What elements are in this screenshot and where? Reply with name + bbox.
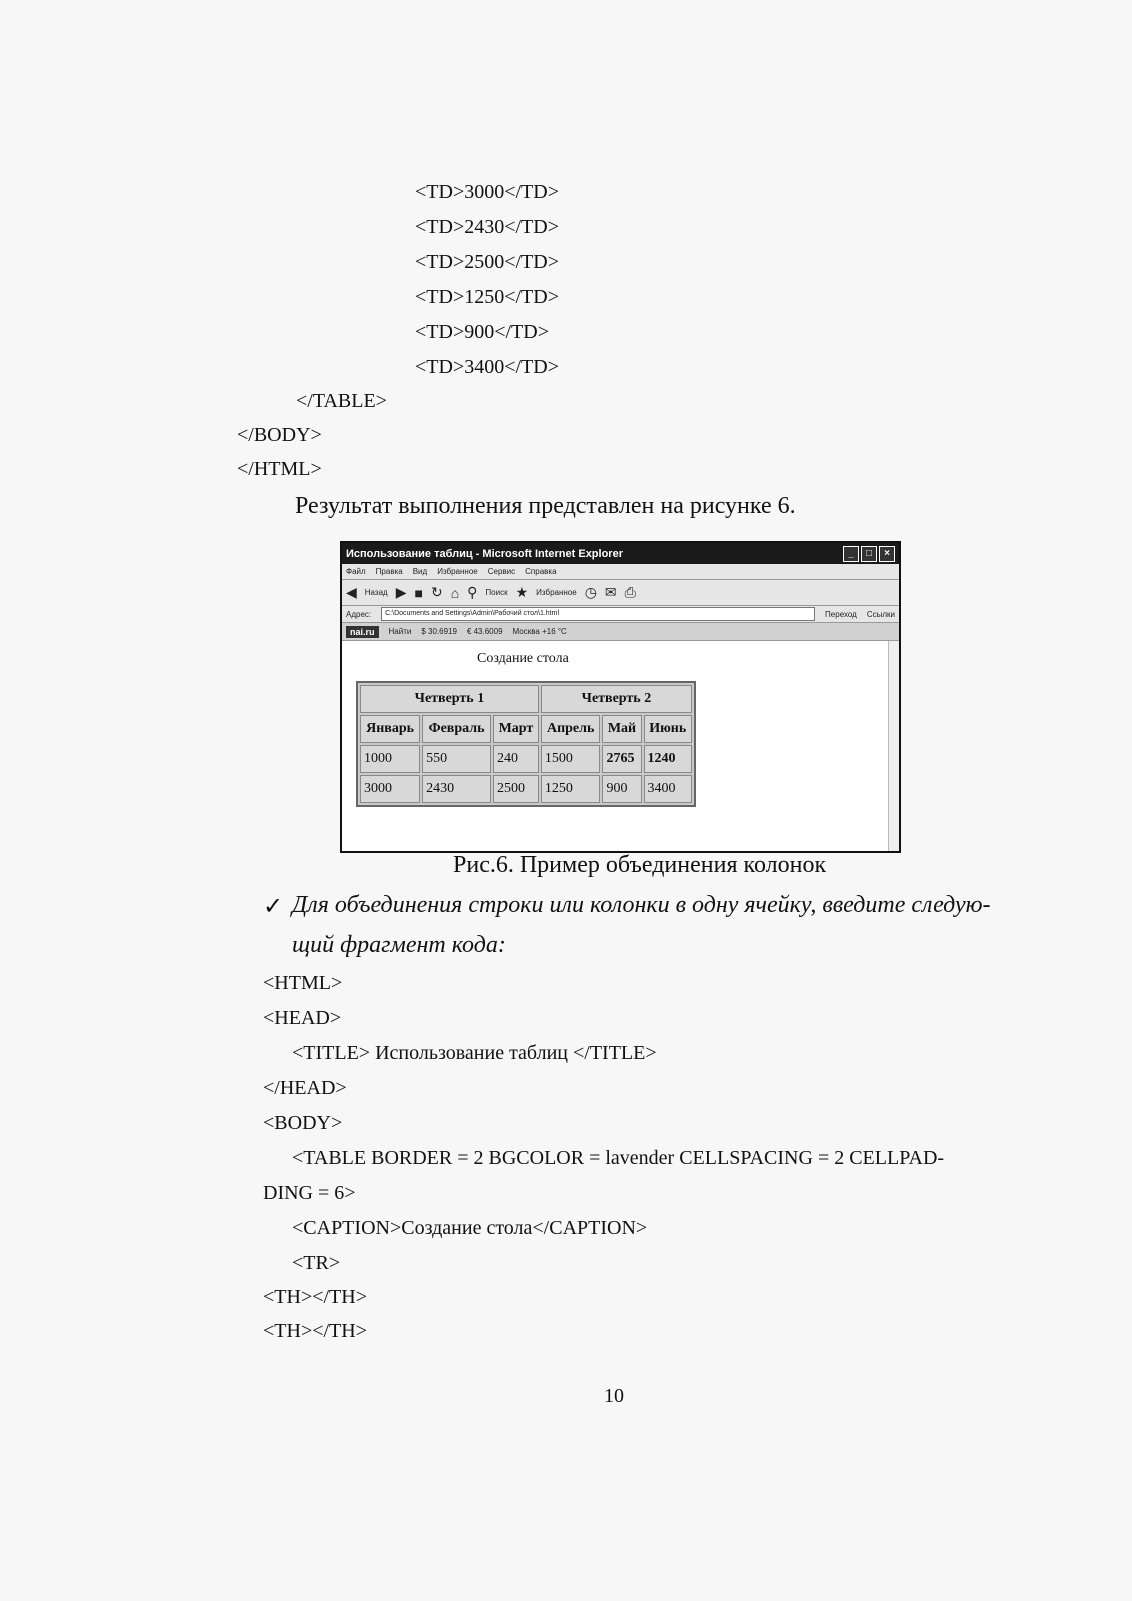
- table-caption: Создание стола: [477, 651, 569, 666]
- table-row: [360, 715, 692, 743]
- page-number: 10: [604, 1385, 624, 1407]
- code-line: <TR>: [292, 1252, 341, 1274]
- favorites-label[interactable]: Избранное: [536, 588, 577, 597]
- code-line: <TD>900</TD>: [415, 321, 549, 343]
- month-header: Апрель: [541, 715, 601, 743]
- menu-item-edit[interactable]: Правка: [375, 567, 403, 576]
- code-line: <CAPTION>Создание стола</CAPTION>: [292, 1217, 648, 1239]
- search-icon[interactable]: ⚲: [467, 584, 478, 600]
- menu-item-tools[interactable]: Сервис: [487, 567, 516, 576]
- code-line: <TD>1250</TD>: [415, 286, 559, 308]
- code-line: <TH></TH>: [263, 1320, 367, 1342]
- table-cell: 2765: [602, 745, 641, 773]
- code-line: <TD>3400</TD>: [415, 356, 559, 378]
- search-label[interactable]: Поиск: [485, 588, 508, 597]
- code-line: </BODY>: [237, 424, 322, 446]
- table-cell: 3000: [360, 775, 420, 803]
- month-header: Март: [493, 715, 539, 743]
- table-row: [360, 685, 692, 713]
- print-icon[interactable]: ⎙: [624, 584, 636, 600]
- menu-bar: [342, 564, 899, 580]
- mail-icon[interactable]: ✉: [604, 584, 617, 600]
- tip-line: щий фрагмент кода:: [292, 932, 506, 958]
- back-icon[interactable]: ◀: [346, 584, 357, 600]
- month-header: Июнь: [644, 715, 693, 743]
- table-cell: 1240: [644, 745, 693, 773]
- table-cell: 2500: [493, 775, 539, 803]
- forward-icon[interactable]: ▶: [395, 584, 407, 600]
- find-button[interactable]: Найти: [388, 627, 412, 636]
- code-line: <TABLE BORDER = 2 BGCOLOR = lavender CELLSPACING = 2 CELLPAD-: [292, 1147, 945, 1169]
- go-button[interactable]: Переход: [825, 609, 857, 619]
- home-icon[interactable]: ⌂: [450, 584, 460, 601]
- table-cell: 2430: [422, 775, 491, 803]
- minimize-icon[interactable]: _: [843, 546, 859, 562]
- table-cell: 550: [422, 745, 491, 773]
- menu-item-favorites[interactable]: Избранное: [437, 567, 478, 576]
- table-cell: 240: [493, 745, 539, 773]
- month-header: Январь: [360, 715, 420, 743]
- code-line: </HTML>: [237, 458, 322, 480]
- toolbar: [342, 580, 899, 606]
- window-titlebar: [342, 543, 899, 564]
- nai-logo[interactable]: nai.ru: [346, 626, 379, 638]
- month-header: Май: [602, 715, 641, 743]
- address-bar: [342, 606, 899, 623]
- nai-toolbar: [342, 623, 899, 641]
- eur-rate: € 43.6009: [466, 627, 503, 636]
- address-input[interactable]: C:\Documents and Settings\Admin\Рабочий стол\1.html: [381, 607, 815, 621]
- code-line: <TH></TH>: [263, 1286, 367, 1308]
- group-header: Четверть 2: [541, 685, 692, 713]
- code-line: <TD>2430</TD>: [415, 216, 559, 238]
- demo-table: [356, 681, 696, 807]
- table-cell: 1500: [541, 745, 601, 773]
- menu-item-view[interactable]: Вид: [412, 567, 428, 576]
- table-cell: 900: [602, 775, 641, 803]
- table-row: [360, 745, 692, 773]
- tip-line: Для объединения строки или колонки в одну ячейку, введите следую-: [292, 892, 991, 918]
- weather: Москва +16 °С: [512, 627, 567, 636]
- code-line: DING = 6>: [263, 1182, 356, 1204]
- code-line: <TD>2500</TD>: [415, 251, 559, 273]
- favorites-icon[interactable]: ★: [515, 584, 529, 600]
- code-line: </HEAD>: [263, 1077, 347, 1099]
- back-label[interactable]: Назад: [364, 588, 388, 597]
- table-cell: 1000: [360, 745, 420, 773]
- code-line: <BODY>: [263, 1112, 343, 1134]
- code-line: <HTML>: [263, 972, 343, 994]
- vertical-scrollbar[interactable]: [888, 641, 899, 851]
- page-content: [342, 641, 899, 851]
- maximize-icon[interactable]: □: [861, 546, 877, 562]
- table-cell: 1250: [541, 775, 601, 803]
- browser-screenshot: [340, 541, 901, 853]
- group-header: Четверть 1: [360, 685, 539, 713]
- table-row: [360, 775, 692, 803]
- stop-icon[interactable]: ■: [414, 584, 423, 601]
- history-icon[interactable]: ◷: [584, 584, 597, 600]
- menu-item-file[interactable]: Файл: [346, 567, 366, 576]
- usd-rate: $ 30.6919: [421, 627, 457, 636]
- refresh-icon[interactable]: ↻: [430, 584, 443, 600]
- menu-item-help[interactable]: Справка: [525, 567, 557, 576]
- code-line: <HEAD>: [263, 1007, 342, 1029]
- address-label: Адрес:: [346, 609, 372, 619]
- table-cell: 3400: [644, 775, 693, 803]
- code-line: </TABLE>: [296, 390, 387, 412]
- figure-caption: Рис.6. Пример объединения колонок: [453, 852, 827, 878]
- month-header: Февраль: [422, 715, 491, 743]
- close-icon[interactable]: ×: [879, 546, 895, 562]
- window-title: Использование таблиц - Microsoft Internet Explorer: [346, 547, 623, 560]
- links-label[interactable]: Ссылки: [866, 609, 895, 619]
- code-line: <TITLE> Использование таблиц </TITLE>: [292, 1042, 657, 1064]
- code-line: <TD>3000</TD>: [415, 181, 559, 203]
- check-icon: ✓: [263, 894, 284, 920]
- result-paragraph: Результат выполнения представлен на рисунке 6.: [295, 493, 796, 519]
